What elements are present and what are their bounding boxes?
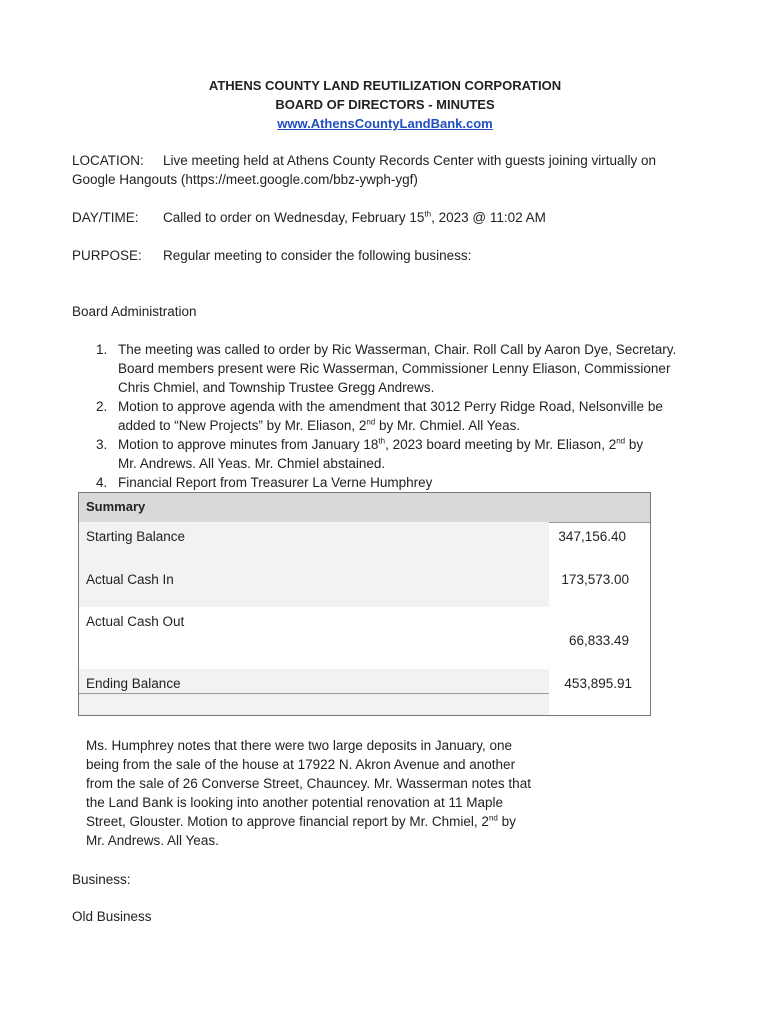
note-line: from the sale of 26 Converse Street, Chauncey. Mr. Wasserman notes that <box>86 776 531 791</box>
business-label: Business: <box>72 872 131 887</box>
purpose-text: Regular meeting to consider the following business: <box>163 248 472 263</box>
list-item <box>72 340 692 397</box>
cash-out-value: 66,833.49 <box>568 633 629 648</box>
daytime-sup: th <box>424 209 432 219</box>
item-text: Motion to approve minutes from January 18 <box>118 437 379 452</box>
location-line-2: Google Hangouts (https://meet.google.com/bbz-ywph-ygf) <box>72 172 418 187</box>
item-line: Mr. Andrews. All Yeas. Mr. Chmiel abstained. <box>118 456 386 471</box>
item-number: 4. <box>96 475 108 490</box>
list-item <box>72 397 692 435</box>
item-text: , 2023 board meeting by Mr. Eliason, 2 <box>385 437 617 452</box>
note-line: Mr. Andrews. All Yeas. <box>86 833 219 848</box>
summary-table <box>78 492 651 716</box>
daytime-text-post: , 2023 @ 11:02 AM <box>431 210 546 225</box>
treasurer-note <box>86 736 556 850</box>
daytime-text-pre: Called to order on Wednesday, February 15 <box>163 210 425 225</box>
list-item <box>72 435 692 473</box>
item-text: added to “New Projects” by Mr. Eliason, 2 <box>118 418 367 433</box>
agenda-list <box>72 340 692 492</box>
summary-title: Summary <box>86 499 146 514</box>
cash-in-label: Actual Cash In <box>86 572 174 587</box>
note-text: Street, Glouster. Motion to approve financial report by Mr. Chmiel, 2 <box>86 814 489 829</box>
note-line: being from the sale of the house at 17922 N. Akron Avenue and another <box>86 757 516 772</box>
item-line: Financial Report from Treasurer La Verne Humphrey <box>118 475 433 490</box>
daytime-line <box>72 208 546 227</box>
website-row <box>0 114 770 133</box>
item-sup: th <box>378 436 386 446</box>
item-line: Chris Chmiel, and Township Trustee Gregg Andrews. <box>118 380 435 395</box>
item-line: Motion to approve agenda with the amendment that 3012 Perry Ridge Road, Nelsonville be <box>118 399 663 414</box>
starting-balance-value: 347,156.40 <box>558 529 626 544</box>
note-text: by <box>497 814 516 829</box>
summary-header <box>79 493 650 523</box>
item-number: 2. <box>96 399 108 414</box>
location-label: LOCATION: <box>72 153 144 168</box>
item-sup: nd <box>366 417 376 427</box>
item-text: by <box>625 437 644 452</box>
item-number: 1. <box>96 342 108 357</box>
note-line: the Land Bank is looking into another potential renovation at 11 Maple <box>86 795 504 810</box>
cash-out-label: Actual Cash Out <box>86 614 185 629</box>
item-line: The meeting was called to order by Ric Wasserman, Chair. Roll Call by Aaron Dye, Secretary. <box>118 342 677 357</box>
old-business-label: Old Business <box>72 909 152 924</box>
starting-balance-label: Starting Balance <box>86 529 186 544</box>
item-line: Board members present were Ric Wasserman, Commissioner Lenny Eliason, Commissioner <box>118 361 671 376</box>
purpose-line <box>72 246 471 265</box>
item-line <box>118 416 692 435</box>
website-link[interactable]: www.AthensCountyLandBank.com <box>277 116 493 131</box>
note-line <box>86 812 556 831</box>
item-line <box>118 435 692 454</box>
note-sup: nd <box>488 813 498 823</box>
ending-balance-label: Ending Balance <box>86 676 181 691</box>
item-number: 3. <box>96 437 108 452</box>
location-text: Live meeting held at Athens County Records Center with guests joining virtually on <box>163 153 657 168</box>
note-line: Ms. Humphrey notes that there were two large deposits in January, one <box>86 738 512 753</box>
ending-balance-value: 453,895.91 <box>564 676 632 691</box>
daytime-label: DAY/TIME: <box>72 210 139 225</box>
item-text: by Mr. Chmiel. All Yeas. <box>375 418 521 433</box>
cash-in-value: 173,573.00 <box>561 572 629 587</box>
list-item <box>72 473 692 492</box>
location-line-1 <box>72 151 656 170</box>
row-divider <box>79 693 549 694</box>
doc-subtitle: BOARD OF DIRECTORS - MINUTES <box>275 97 495 112</box>
org-title: ATHENS COUNTY LAND REUTILIZATION CORPORATION <box>208 78 562 93</box>
item-sup: nd <box>616 436 626 446</box>
section-title: Board Administration <box>72 304 197 319</box>
purpose-label: PURPOSE: <box>72 248 142 263</box>
